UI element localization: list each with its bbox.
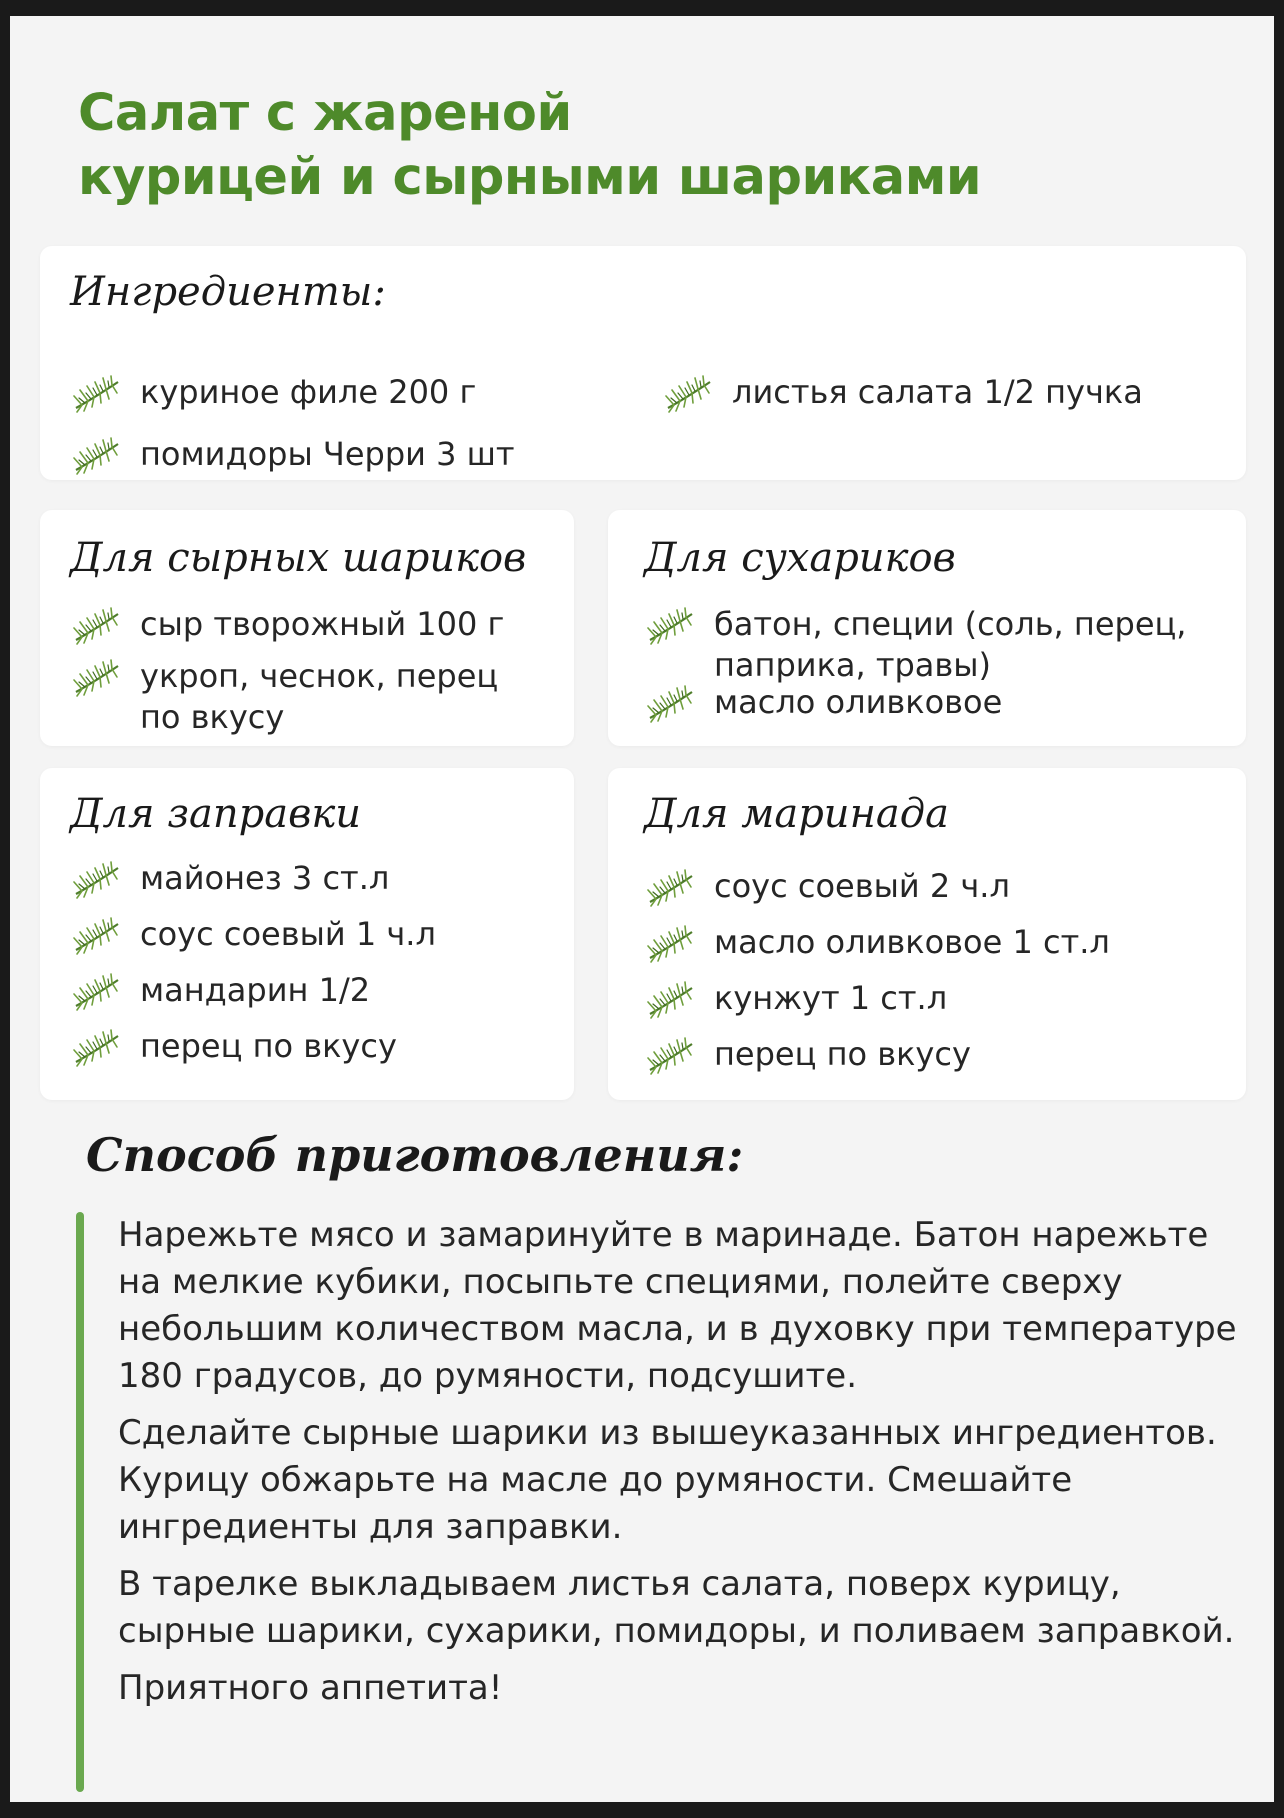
- ingredient-text: перец по вкусу: [714, 1035, 971, 1073]
- method-heading: Способ приготовления:: [86, 1128, 744, 1182]
- dill-sprig-icon: [70, 916, 126, 956]
- ingredient-text: мандарин 1/2: [140, 971, 371, 1009]
- list-item: [70, 434, 630, 476]
- ingredient-text: соус соевый 2 ч.л: [714, 867, 1010, 905]
- list-item: [644, 922, 1234, 964]
- dill-sprig-icon: [70, 860, 126, 900]
- list-item: [644, 682, 1234, 724]
- cheese-balls-heading: Для сырных шариков: [70, 535, 527, 581]
- list-item: [644, 604, 1234, 686]
- cheese-balls-card: [40, 510, 574, 746]
- dill-sprig-icon: [644, 980, 700, 1020]
- marinade-heading: Для маринада: [644, 791, 949, 837]
- dill-sprig-icon: [70, 1028, 126, 1068]
- dressing-card: [40, 768, 574, 1100]
- dill-sprig-icon: [70, 606, 126, 646]
- dill-sprig-icon: [644, 684, 700, 724]
- ingredient-text: листья салата 1/2 пучка: [732, 373, 1143, 411]
- dill-sprig-icon: [70, 374, 126, 414]
- dill-sprig-icon: [70, 972, 126, 1012]
- ingredient-text: майонез 3 ст.л: [140, 859, 390, 897]
- dill-sprig-icon: [644, 606, 700, 646]
- recipe-title: Салат с жареной курицей и сырными шариками: [78, 84, 982, 207]
- method-paragraph: Приятного аппетита!: [118, 1668, 503, 1708]
- ingredient-text: масло оливковое 1 ст.л: [714, 923, 1110, 961]
- dill-sprig-icon: [644, 1036, 700, 1076]
- croutons-card: [608, 510, 1246, 746]
- list-item: [644, 866, 1234, 908]
- list-item: [662, 372, 1222, 414]
- ingredient-text: батон, специи (соль, перец, паприка, травы): [714, 605, 1187, 684]
- list-item: [70, 914, 550, 956]
- ingredient-text: укроп, чеснок, перец по вкусу: [140, 657, 499, 736]
- list-item: [70, 372, 610, 414]
- list-item: [70, 858, 550, 900]
- ingredient-text: помидоры Черри 3 шт: [140, 435, 515, 473]
- ingredient-text: сыр творожный 100 г: [140, 605, 505, 643]
- dill-sprig-icon: [70, 658, 126, 698]
- list-item: [644, 1034, 1234, 1076]
- method-paragraph: Нарежьте мясо и замаринуйте в маринаде. Батон нарежьте на мелкие кубики, посыпьте специями, полейте сверху небольшим количеством масла, и в духовку при температуре 180 градусов, до румяности, подсушите.: [118, 1215, 1237, 1396]
- dill-sprig-icon: [644, 868, 700, 908]
- ingredient-text: кунжут 1 ст.л: [714, 979, 948, 1017]
- method-accent-bar: [76, 1212, 84, 1792]
- croutons-heading: Для сухариков: [644, 535, 956, 581]
- dill-sprig-icon: [70, 436, 126, 476]
- marinade-card: [608, 768, 1246, 1100]
- list-item: [70, 970, 550, 1012]
- list-item: [70, 604, 550, 646]
- dill-sprig-icon: [662, 374, 718, 414]
- ingredient-text: куриное филе 200 г: [140, 373, 477, 411]
- ingredient-text: масло оливковое: [714, 683, 1003, 721]
- list-item: [70, 656, 520, 738]
- method-paragraph: Сделайте сырные шарики из вышеуказанных ингредиентов. Курицу обжарьте на масле до румяности. Смешайте ингредиенты для заправки.: [118, 1413, 1217, 1547]
- list-item: [70, 1026, 550, 1068]
- method-steps: [118, 1212, 1238, 1722]
- method-paragraph: В тарелке выкладываем листья салата, поверх курицу, сырные шарики, сухарики, помидоры, и поливаем заправкой.: [118, 1564, 1235, 1651]
- dressing-heading: Для заправки: [70, 791, 361, 837]
- ingredients-card: [40, 246, 1246, 480]
- ingredient-text: перец по вкусу: [140, 1027, 397, 1065]
- dill-sprig-icon: [644, 924, 700, 964]
- ingredients-heading: Ингредиенты:: [70, 269, 386, 315]
- ingredient-text: соус соевый 1 ч.л: [140, 915, 436, 953]
- recipe-page: [10, 16, 1274, 1802]
- list-item: [644, 978, 1234, 1020]
